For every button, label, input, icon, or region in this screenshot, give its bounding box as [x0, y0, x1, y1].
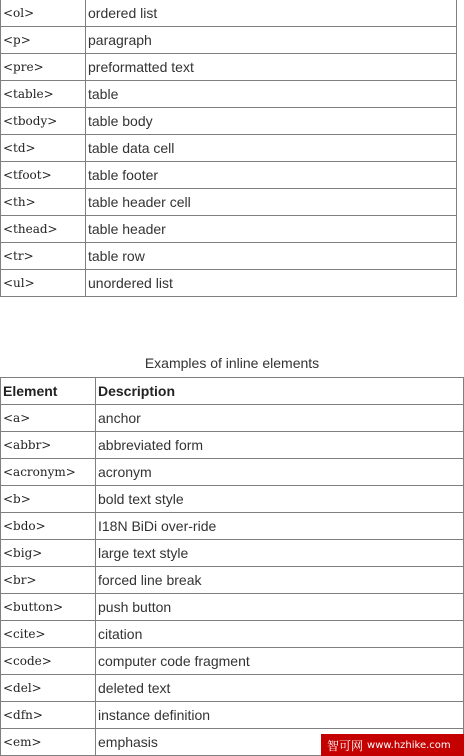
- table-row: [1, 162, 457, 189]
- description-cell: paragraph: [86, 27, 457, 54]
- table-row: [1, 621, 464, 648]
- table-row: [1, 189, 457, 216]
- column-header-element: Element: [1, 378, 96, 405]
- block-elements-table: [0, 0, 457, 297]
- description-cell: table row: [86, 243, 457, 270]
- description-cell: table footer: [86, 162, 457, 189]
- element-cell: <acronym>: [1, 459, 96, 486]
- element-cell: <pre>: [1, 54, 86, 81]
- table-row: [1, 405, 464, 432]
- table-row: [1, 513, 464, 540]
- element-cell: <thead>: [1, 216, 86, 243]
- element-cell: <big>: [1, 540, 96, 567]
- element-cell: <cite>: [1, 621, 96, 648]
- table-row: [1, 135, 457, 162]
- element-cell: <code>: [1, 648, 96, 675]
- description-cell: abbreviated form: [96, 432, 464, 459]
- element-cell: <tbody>: [1, 108, 86, 135]
- element-cell: <button>: [1, 594, 96, 621]
- description-cell: table: [86, 81, 457, 108]
- description-cell: computer code fragment: [96, 648, 464, 675]
- description-cell: large text style: [96, 540, 464, 567]
- table-row: [1, 54, 457, 81]
- description-cell: table header cell: [86, 189, 457, 216]
- description-cell: instance definition: [96, 702, 464, 729]
- description-cell: forced line break: [96, 567, 464, 594]
- table-row: [1, 243, 457, 270]
- watermark-logo-text: 智可网: [327, 738, 364, 753]
- description-cell: ordered list: [86, 0, 457, 27]
- element-cell: <b>: [1, 486, 96, 513]
- table-row: [1, 216, 457, 243]
- description-cell: acronym: [96, 459, 464, 486]
- element-cell: <del>: [1, 675, 96, 702]
- element-cell: <dfn>: [1, 702, 96, 729]
- table-row: [1, 81, 457, 108]
- element-cell: <tfoot>: [1, 162, 86, 189]
- table-row: [1, 108, 457, 135]
- table-row: [1, 702, 464, 729]
- element-cell: <bdo>: [1, 513, 96, 540]
- element-cell: <em>: [1, 729, 96, 756]
- table-row: [1, 594, 464, 621]
- table-row: [1, 432, 464, 459]
- element-cell: <td>: [1, 135, 86, 162]
- description-cell: unordered list: [86, 270, 457, 297]
- column-header-description: Description: [96, 378, 464, 405]
- description-cell: bold text style: [96, 486, 464, 513]
- description-cell: table header: [86, 216, 457, 243]
- table-header-row: [1, 378, 464, 405]
- description-cell: table body: [86, 108, 457, 135]
- table-row: [1, 270, 457, 297]
- element-cell: <tr>: [1, 243, 86, 270]
- element-cell: <abbr>: [1, 432, 96, 459]
- element-cell: <a>: [1, 405, 96, 432]
- element-cell: <th>: [1, 189, 86, 216]
- description-cell: deleted text: [96, 675, 464, 702]
- table-row: [1, 567, 464, 594]
- element-cell: <ol>: [1, 0, 86, 27]
- table-row: [1, 648, 464, 675]
- table-row: [1, 540, 464, 567]
- watermark-logo: [321, 734, 464, 756]
- description-cell: table data cell: [86, 135, 457, 162]
- description-cell: preformatted text: [86, 54, 457, 81]
- table-row: [1, 486, 464, 513]
- table-row: [1, 675, 464, 702]
- element-cell: <p>: [1, 27, 86, 54]
- description-cell: anchor: [96, 405, 464, 432]
- description-cell: push button: [96, 594, 464, 621]
- element-cell: <br>: [1, 567, 96, 594]
- description-cell: I18N BiDi over-ride: [96, 513, 464, 540]
- watermark-url: www.hzhike.com: [367, 739, 451, 751]
- element-cell: <table>: [1, 81, 86, 108]
- table-row: [1, 27, 457, 54]
- table-row: [1, 0, 457, 27]
- description-cell: emphasis: [96, 729, 464, 756]
- inline-elements-table: [0, 377, 464, 756]
- element-cell: <ul>: [1, 270, 86, 297]
- table-caption: Examples of inline elements: [144, 355, 320, 371]
- table-row: [1, 459, 464, 486]
- description-cell: citation: [96, 621, 464, 648]
